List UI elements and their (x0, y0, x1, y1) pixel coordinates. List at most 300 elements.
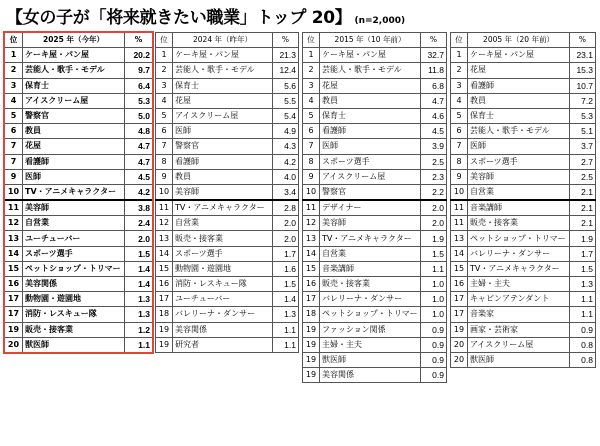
rank-cell: 9 (451, 169, 468, 184)
ranking-table-2025 (4, 32, 153, 353)
percent-cell: 5.4 (273, 108, 299, 123)
percent-cell: 1.7 (570, 246, 596, 261)
table-header (5, 33, 153, 48)
rank-cell: 20 (451, 352, 468, 367)
rank-cell: 13 (5, 231, 23, 246)
rank-cell: 19 (5, 322, 23, 337)
job-cell: アイスクリーム屋 (173, 108, 273, 123)
rank-cell: 10 (303, 184, 320, 200)
table-row (451, 322, 596, 337)
job-cell: 自営業 (173, 216, 273, 231)
job-cell: TV・アニメキャラクター (468, 261, 570, 276)
rank-cell: 1 (451, 48, 468, 63)
table-row (303, 246, 447, 261)
table-header (451, 33, 596, 48)
job-cell: スポーツ選手 (320, 154, 421, 169)
page-title (6, 3, 405, 28)
rank-cell: 4 (303, 93, 320, 108)
table-row (156, 216, 299, 231)
table-row (451, 139, 596, 154)
rank-cell: 7 (303, 139, 320, 154)
percent-cell: 1.0 (421, 292, 447, 307)
job-cell: 販売・接客業 (23, 322, 125, 337)
rank-cell: 12 (156, 216, 173, 231)
job-cell: 音楽家 (468, 307, 570, 322)
rank-cell: 11 (451, 200, 468, 216)
job-cell: 看護師 (173, 154, 273, 169)
percent-cell: 2.8 (273, 200, 299, 216)
table-row (156, 169, 299, 184)
rank-cell: 15 (303, 261, 320, 276)
rank-cell: 17 (451, 292, 468, 307)
table-row (303, 108, 447, 123)
rank-cell: 18 (303, 307, 320, 322)
job-cell: 消防・レスキュー隊 (23, 307, 125, 322)
job-cell: 保育士 (320, 108, 421, 123)
percent-cell: 2.2 (421, 184, 447, 200)
percent-cell: 1.1 (125, 337, 153, 352)
year-header: 2025 年（今年） (23, 33, 125, 48)
job-cell: 花屋 (23, 139, 125, 154)
percent-cell: 1.5 (570, 261, 596, 276)
percent-cell: 2.0 (125, 231, 153, 246)
percent-cell: 1.5 (421, 246, 447, 261)
percent-cell: 0.9 (421, 322, 447, 337)
job-cell: 花屋 (468, 63, 570, 78)
rank-header: 位 (451, 33, 468, 48)
percent-cell: 0.8 (570, 352, 596, 367)
job-cell: 音楽講師 (320, 261, 421, 276)
job-cell: キャビンアテンダント (468, 292, 570, 307)
percent-cell: 32.7 (421, 48, 447, 63)
table-row (156, 322, 299, 337)
rank-cell: 12 (5, 216, 23, 231)
rank-cell: 6 (451, 124, 468, 139)
percent-cell: 3.7 (570, 139, 596, 154)
table-row (451, 261, 596, 276)
job-cell: 主婦・主夫 (468, 277, 570, 292)
rank-cell: 17 (156, 292, 173, 307)
job-cell: 自営業 (468, 184, 570, 200)
percent-cell: 4.5 (125, 169, 153, 184)
percent-cell: 1.1 (570, 292, 596, 307)
table-row (5, 184, 153, 200)
table-row (156, 63, 299, 78)
title-text: 【女の子が「将来就きたい職業」トップ 20】 (6, 8, 352, 28)
table-row (303, 337, 447, 352)
percent-cell: 1.4 (125, 261, 153, 276)
table-row (5, 169, 153, 184)
table-row (303, 368, 447, 383)
job-cell: 教員 (320, 93, 421, 108)
job-cell: 教員 (173, 169, 273, 184)
table-row (5, 63, 153, 78)
percent-cell: 21.3 (273, 48, 299, 63)
year-header: 2024 年（昨年） (173, 33, 273, 48)
job-cell: ペットショップ・トリマー (320, 307, 421, 322)
table-row (451, 231, 596, 246)
table-row (5, 108, 153, 123)
rank-cell: 18 (156, 307, 173, 322)
percent-cell: 1.4 (273, 292, 299, 307)
rank-cell: 14 (156, 246, 173, 261)
rank-cell: 10 (451, 184, 468, 200)
rank-cell: 3 (5, 78, 23, 93)
job-cell: 音楽講師 (468, 200, 570, 216)
table-row (451, 246, 596, 261)
rank-cell: 12 (303, 216, 320, 231)
table-row (451, 93, 596, 108)
percent-cell: 0.9 (570, 322, 596, 337)
rank-cell: 8 (451, 154, 468, 169)
table-row (451, 307, 596, 322)
rank-cell: 14 (451, 246, 468, 261)
job-cell: 花屋 (320, 78, 421, 93)
job-cell: スポーツ選手 (23, 246, 125, 261)
job-cell: 保育士 (173, 78, 273, 93)
job-cell: ケーキ屋・パン屋 (173, 48, 273, 63)
job-cell: ケーキ屋・パン屋 (23, 48, 125, 63)
percent-cell: 1.1 (570, 307, 596, 322)
job-cell: TV・アニメキャラクター (320, 231, 421, 246)
percent-cell: 23.1 (570, 48, 596, 63)
job-cell: ファッション関係 (320, 322, 421, 337)
table-row (156, 139, 299, 154)
table-row (451, 63, 596, 78)
job-cell: 画家・芸術家 (468, 322, 570, 337)
percent-cell: 9.7 (125, 63, 153, 78)
percent-cell: 1.3 (125, 292, 153, 307)
percent-header: % (273, 33, 299, 48)
table-header (156, 33, 299, 48)
job-cell: デザイナー (320, 200, 421, 216)
rank-cell: 6 (303, 124, 320, 139)
job-cell: ペットショップ・トリマー (23, 261, 125, 276)
job-cell: 芸能人・歌手・モデル (23, 63, 125, 78)
percent-cell: 1.0 (421, 277, 447, 292)
rank-cell: 10 (156, 184, 173, 200)
percent-cell: 5.5 (273, 93, 299, 108)
percent-cell: 2.0 (421, 216, 447, 231)
table-row (303, 48, 447, 63)
rank-cell: 14 (5, 246, 23, 261)
rank-cell: 1 (5, 48, 23, 63)
rank-cell: 2 (5, 63, 23, 78)
job-cell: 主婦・主夫 (320, 337, 421, 352)
percent-cell: 2.0 (421, 200, 447, 216)
percent-cell: 20.2 (125, 48, 153, 63)
table-row (5, 277, 153, 292)
percent-cell: 5.3 (570, 108, 596, 123)
table-row (156, 246, 299, 261)
rank-cell: 5 (303, 108, 320, 123)
table-row (156, 78, 299, 93)
table-row (156, 261, 299, 276)
rank-cell: 16 (156, 277, 173, 292)
percent-cell: 1.9 (421, 231, 447, 246)
table-row (156, 307, 299, 322)
job-cell: バレリーナ・ダンサー (173, 307, 273, 322)
percent-cell: 4.6 (421, 108, 447, 123)
percent-cell: 1.4 (125, 277, 153, 292)
rank-cell: 19 (451, 322, 468, 337)
percent-cell: 15.3 (570, 63, 596, 78)
table-row (303, 352, 447, 367)
rank-cell: 13 (156, 231, 173, 246)
job-cell: 医師 (23, 169, 125, 184)
rank-cell: 16 (303, 277, 320, 292)
table-row (303, 292, 447, 307)
percent-cell: 4.9 (273, 124, 299, 139)
job-cell: 自営業 (320, 246, 421, 261)
job-cell: バレリーナ・ダンサー (320, 292, 421, 307)
table-row (303, 307, 447, 322)
percent-cell: 1.3 (570, 277, 596, 292)
job-cell: ケーキ屋・パン屋 (320, 48, 421, 63)
percent-cell: 1.6 (273, 261, 299, 276)
percent-cell: 2.0 (273, 216, 299, 231)
table-row (5, 307, 153, 322)
job-cell: 看護師 (468, 78, 570, 93)
percent-cell: 4.8 (125, 124, 153, 139)
percent-cell: 4.7 (125, 154, 153, 169)
percent-cell: 4.2 (125, 184, 153, 200)
year-header: 2015 年（10 年前） (320, 33, 421, 48)
job-cell: ペットショップ・トリマー (468, 231, 570, 246)
rank-cell: 4 (156, 93, 173, 108)
rank-cell: 16 (5, 277, 23, 292)
percent-cell: 1.2 (125, 322, 153, 337)
rank-cell: 3 (303, 78, 320, 93)
table-row (5, 48, 153, 63)
table-row (156, 48, 299, 63)
percent-cell: 1.9 (570, 231, 596, 246)
percent-cell: 1.5 (125, 246, 153, 261)
percent-cell: 5.6 (273, 78, 299, 93)
table-row (451, 169, 596, 184)
percent-cell: 2.1 (570, 184, 596, 200)
rank-cell: 11 (5, 200, 23, 216)
rank-cell: 7 (5, 154, 23, 169)
job-cell: 美容関係 (173, 322, 273, 337)
table-row (451, 154, 596, 169)
ranking-table-2015 (302, 32, 447, 383)
rank-cell: 13 (451, 231, 468, 246)
job-cell: ユーチューバー (23, 231, 125, 246)
rank-cell: 11 (156, 200, 173, 216)
table-row (451, 78, 596, 93)
percent-header: % (570, 33, 596, 48)
rank-cell: 19 (156, 322, 173, 337)
rank-cell: 5 (156, 108, 173, 123)
ranking-table-2024 (155, 32, 299, 353)
table-header (303, 33, 447, 48)
table-row (303, 124, 447, 139)
job-cell: 獣医師 (468, 352, 570, 367)
percent-cell: 1.1 (273, 322, 299, 337)
percent-cell: 1.7 (273, 246, 299, 261)
rank-cell: 9 (156, 169, 173, 184)
job-cell: TV・アニメキャラクター (23, 184, 125, 200)
table-row (303, 154, 447, 169)
job-cell: 動物園・遊園地 (173, 261, 273, 276)
percent-cell: 5.0 (125, 108, 153, 123)
percent-cell: 0.8 (570, 337, 596, 352)
rank-cell: 5 (451, 108, 468, 123)
percent-cell: 2.0 (273, 231, 299, 246)
table-row (303, 78, 447, 93)
job-cell: 教員 (23, 124, 125, 139)
table-row (303, 261, 447, 276)
table-row (303, 93, 447, 108)
job-cell: 警察官 (320, 184, 421, 200)
percent-cell: 4.7 (421, 93, 447, 108)
rank-cell: 17 (5, 307, 23, 322)
table-row (451, 200, 596, 216)
rank-cell: 15 (451, 261, 468, 276)
rank-cell: 1 (303, 48, 320, 63)
table-row (303, 169, 447, 184)
job-cell: 医師 (468, 139, 570, 154)
job-cell: 保育士 (468, 108, 570, 123)
percent-cell: 2.1 (570, 200, 596, 216)
table-row (156, 292, 299, 307)
percent-header: % (125, 33, 153, 48)
table-row (5, 154, 153, 169)
job-cell: 医師 (173, 124, 273, 139)
table-row (5, 337, 153, 352)
percent-cell: 4.3 (273, 139, 299, 154)
rank-cell: 9 (303, 169, 320, 184)
percent-cell: 4.5 (421, 124, 447, 139)
percent-cell: 5.1 (570, 124, 596, 139)
table-row (156, 337, 299, 352)
rank-cell: 7 (5, 139, 23, 154)
rank-cell: 15 (156, 261, 173, 276)
job-cell: 販売・接客業 (320, 277, 421, 292)
job-cell: 美容師 (23, 200, 125, 216)
percent-header: % (421, 33, 447, 48)
table-row (5, 261, 153, 276)
percent-cell: 1.5 (273, 277, 299, 292)
percent-cell: 2.5 (570, 169, 596, 184)
percent-cell: 3.8 (125, 200, 153, 216)
table-row (303, 231, 447, 246)
table-row (5, 231, 153, 246)
table-row (303, 184, 447, 200)
percent-cell: 1.1 (273, 337, 299, 352)
ranking-table-2005 (450, 32, 596, 368)
rank-cell: 19 (156, 337, 173, 352)
table-row (303, 63, 447, 78)
job-cell: 動物園・遊園地 (23, 292, 125, 307)
job-cell: スポーツ選手 (173, 246, 273, 261)
table-row (451, 108, 596, 123)
job-cell: 美容関係 (320, 368, 421, 383)
percent-cell: 1.3 (125, 307, 153, 322)
rank-cell: 17 (303, 292, 320, 307)
table-row (5, 200, 153, 216)
year-header: 2005 年（20 年前） (468, 33, 570, 48)
table-row (303, 216, 447, 231)
rank-cell: 2 (451, 63, 468, 78)
job-cell: 保育士 (23, 78, 125, 93)
percent-cell: 11.8 (421, 63, 447, 78)
percent-cell: 7.2 (570, 93, 596, 108)
table-row (156, 93, 299, 108)
job-cell: アイスクリーム屋 (320, 169, 421, 184)
table-row (451, 337, 596, 352)
percent-cell: 2.5 (421, 154, 447, 169)
percent-cell: 2.4 (125, 216, 153, 231)
job-cell: 美容師 (173, 184, 273, 200)
table-row (303, 322, 447, 337)
rank-cell: 17 (451, 307, 468, 322)
rank-cell: 19 (303, 368, 320, 383)
rank-cell: 6 (5, 124, 23, 139)
job-cell: ユーチューバー (173, 292, 273, 307)
table-row (156, 154, 299, 169)
table-row (5, 93, 153, 108)
job-cell: 看護師 (320, 124, 421, 139)
table-row (156, 108, 299, 123)
job-cell: TV・アニメキャラクター (173, 200, 273, 216)
rank-cell: 14 (303, 246, 320, 261)
job-cell: 販売・接客業 (468, 216, 570, 231)
percent-cell: 10.7 (570, 78, 596, 93)
rank-header: 位 (303, 33, 320, 48)
table-row (156, 231, 299, 246)
rank-cell: 1 (156, 48, 173, 63)
percent-cell: 2.1 (570, 216, 596, 231)
percent-cell: 0.9 (421, 337, 447, 352)
rank-cell: 8 (303, 154, 320, 169)
table-row (156, 200, 299, 216)
percent-cell: 4.2 (273, 154, 299, 169)
job-cell: アイスクリーム屋 (23, 93, 125, 108)
job-cell: 芸能人・歌手・モデル (468, 124, 570, 139)
table-row (5, 292, 153, 307)
rank-cell: 17 (5, 292, 23, 307)
percent-cell: 3.4 (273, 184, 299, 200)
percent-cell: 1.0 (421, 307, 447, 322)
table-row (303, 200, 447, 216)
job-cell: 医師 (320, 139, 421, 154)
job-cell: 自営業 (23, 216, 125, 231)
percent-cell: 5.3 (125, 93, 153, 108)
job-cell: 警察官 (173, 139, 273, 154)
rank-cell: 13 (303, 231, 320, 246)
table-row (451, 184, 596, 200)
job-cell: 販売・接客業 (173, 231, 273, 246)
job-cell: ケーキ屋・パン屋 (468, 48, 570, 63)
job-cell: 美容師 (320, 216, 421, 231)
rank-cell: 19 (303, 322, 320, 337)
table-row (451, 352, 596, 367)
table-row (5, 246, 153, 261)
job-cell: 芸能人・歌手・モデル (320, 63, 421, 78)
table-row (451, 277, 596, 292)
job-cell: 美容関係 (23, 277, 125, 292)
job-cell: 芸能人・歌手・モデル (173, 63, 273, 78)
rank-cell: 7 (156, 139, 173, 154)
rank-cell: 9 (5, 169, 23, 184)
percent-cell: 2.3 (421, 169, 447, 184)
job-cell: スポーツ選手 (468, 154, 570, 169)
percent-cell: 4.0 (273, 169, 299, 184)
table-row (451, 124, 596, 139)
rank-cell: 10 (5, 184, 23, 200)
